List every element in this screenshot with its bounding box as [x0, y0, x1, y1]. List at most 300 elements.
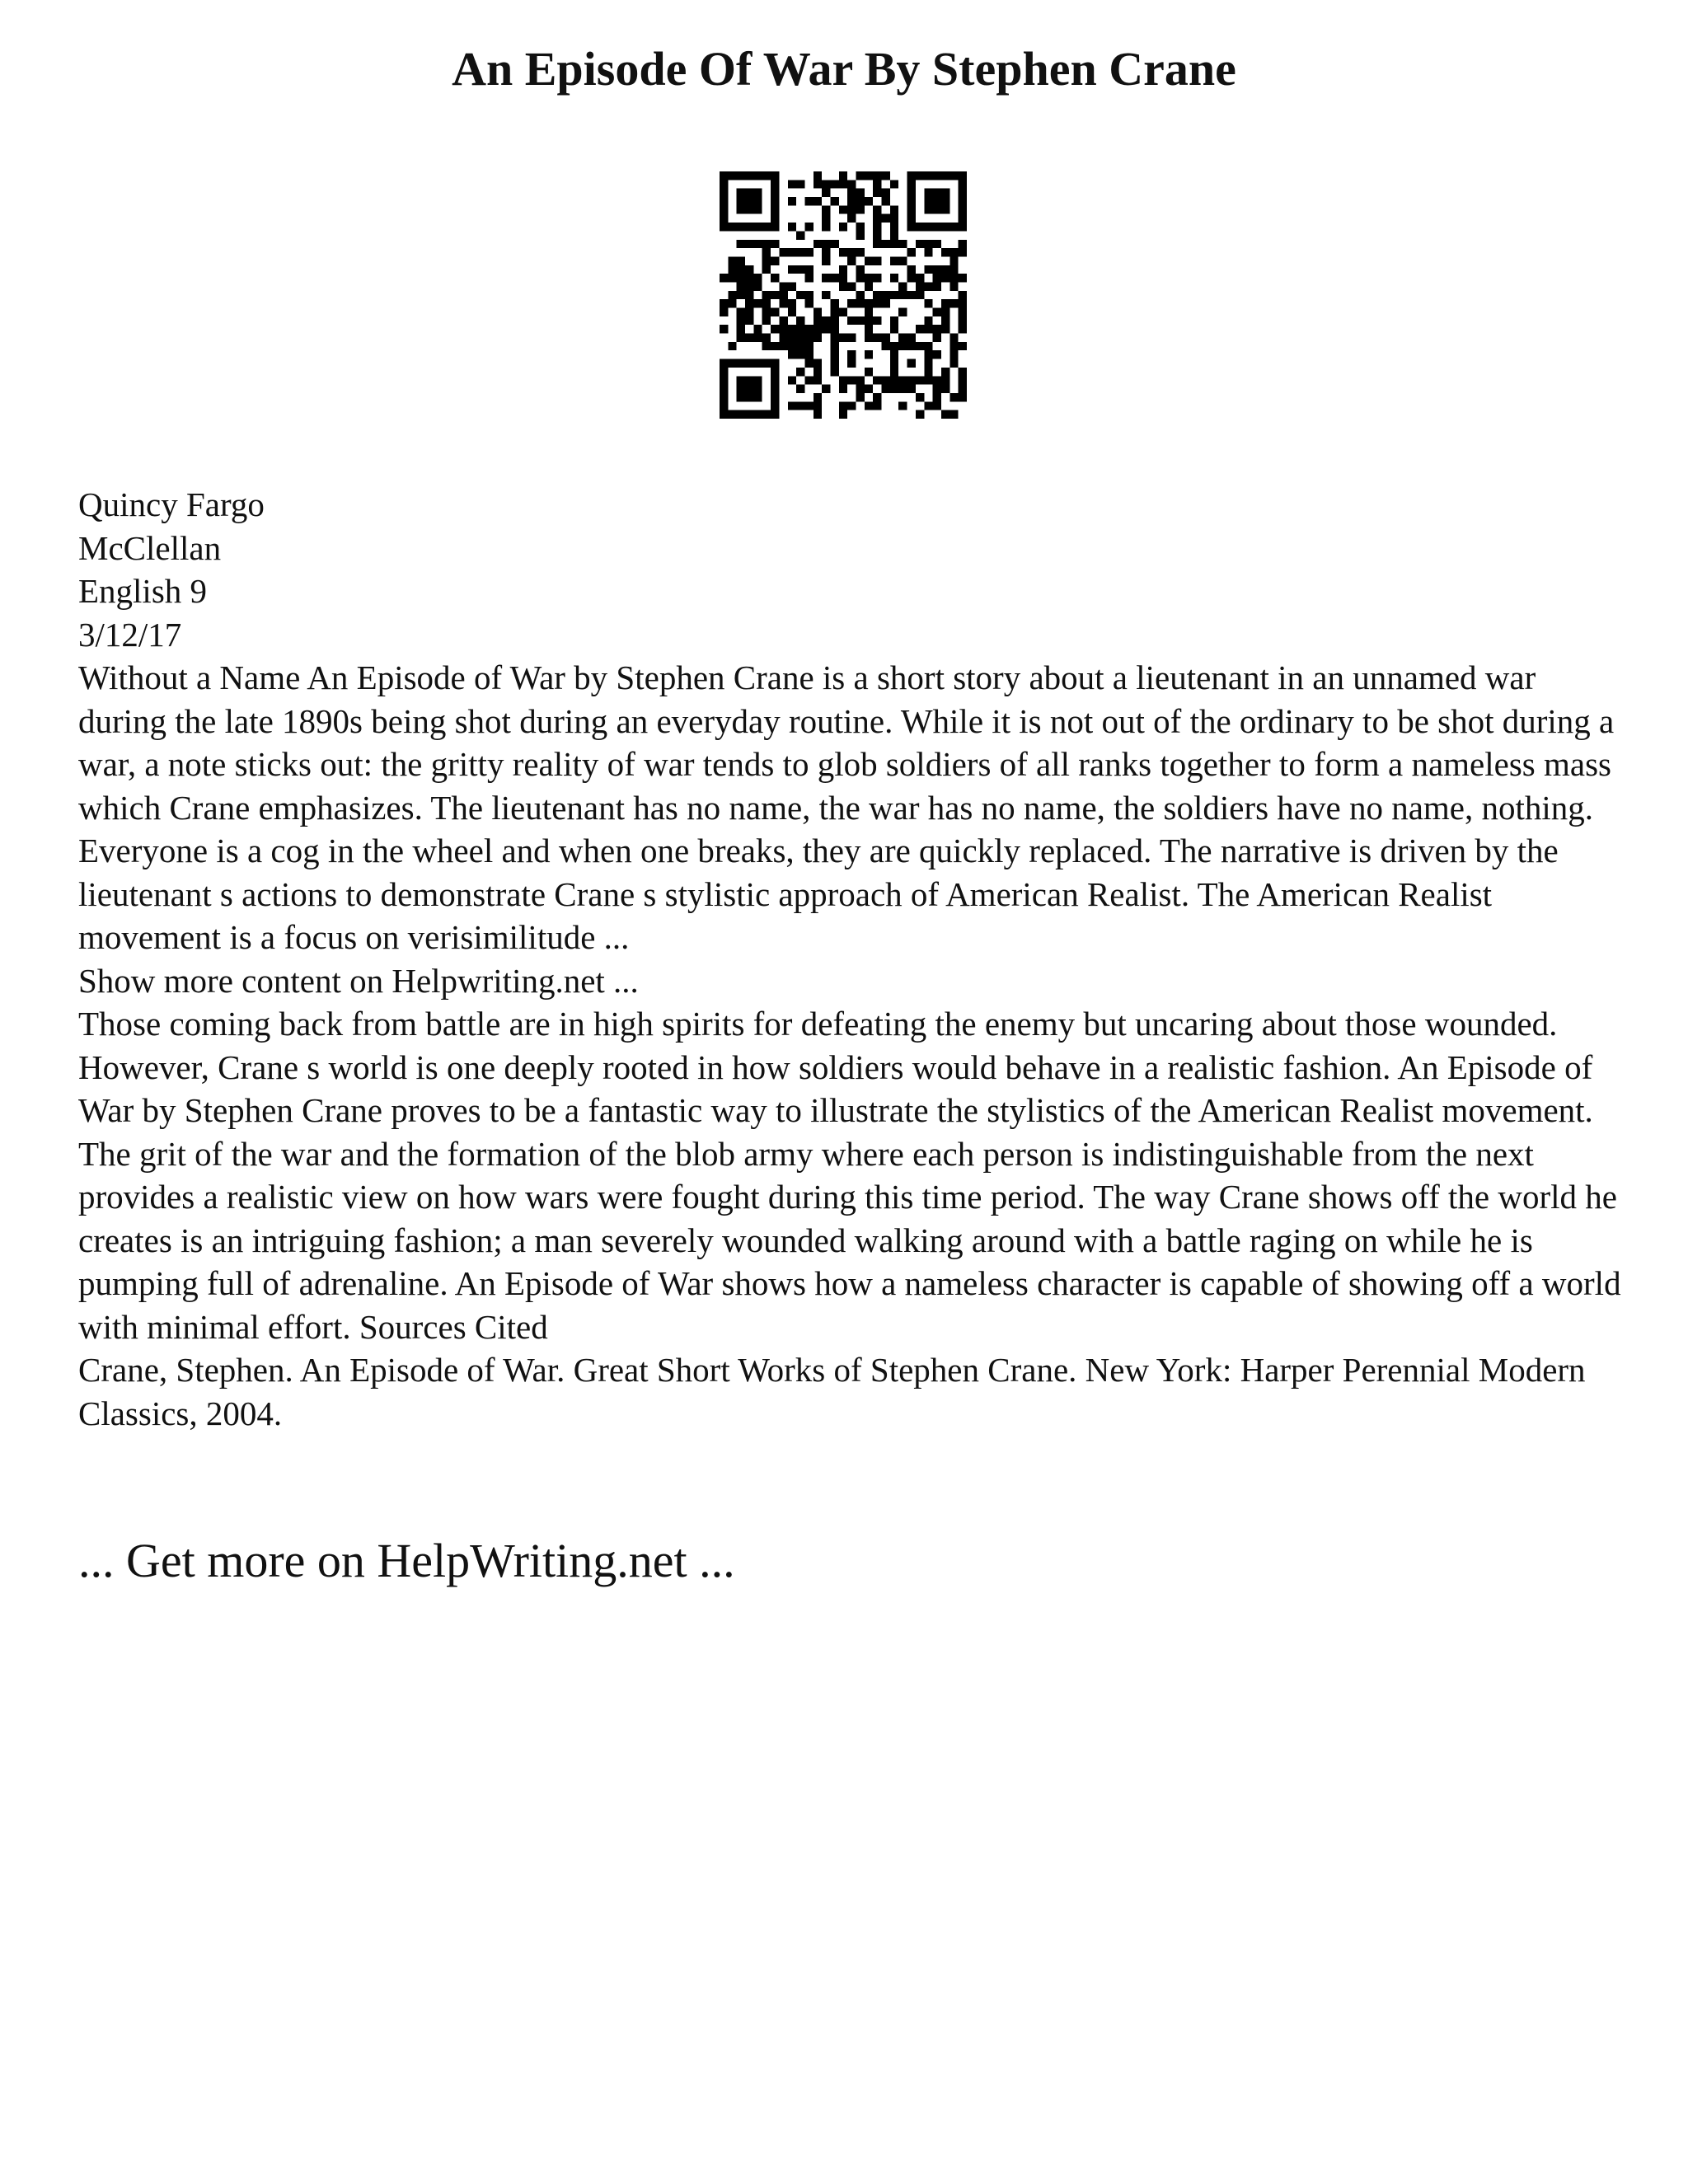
qr-module: [728, 223, 736, 231]
qr-module: [788, 299, 796, 307]
qr-module: [847, 197, 856, 205]
qr-module: [737, 410, 745, 419]
qr-module: [941, 316, 950, 325]
qr-module: [924, 350, 932, 359]
qr-module: [924, 197, 932, 205]
qr-module: [941, 223, 950, 231]
qr-module: [839, 308, 847, 316]
qr-module: [745, 316, 753, 325]
qr-module: [959, 180, 967, 188]
qr-module: [822, 189, 830, 197]
qr-module: [720, 359, 728, 368]
qr-module: [890, 274, 898, 282]
qr-module: [771, 180, 779, 188]
qr-module: [814, 316, 822, 325]
qr-module: [804, 223, 813, 231]
qr-module: [907, 180, 916, 188]
qr-module: [745, 385, 753, 393]
qr-module: [788, 180, 796, 188]
qr-module: [950, 393, 958, 401]
qr-module: [959, 240, 967, 248]
qr-module: [933, 205, 941, 213]
qr-module: [890, 291, 898, 299]
qr-module: [839, 274, 847, 282]
qr-module: [959, 274, 967, 282]
qr-module: [847, 316, 856, 325]
qr-module: [804, 197, 813, 205]
qr-module: [779, 325, 787, 333]
qr-module: [856, 299, 865, 307]
qr-module: [839, 410, 847, 419]
qr-module: [830, 240, 838, 248]
qr-module: [898, 308, 907, 316]
qr-module: [822, 214, 830, 223]
qr-module: [745, 223, 753, 231]
qr-module: [856, 189, 865, 197]
qr-module: [814, 180, 822, 188]
qr-module: [950, 256, 958, 265]
qr-module: [762, 299, 771, 307]
qr-module: [762, 248, 771, 256]
qr-module: [822, 325, 830, 333]
qr-module: [950, 299, 958, 307]
qr-module: [907, 205, 916, 213]
qr-module: [856, 265, 865, 274]
qr-module: [737, 240, 745, 248]
qr-module: [898, 256, 907, 265]
qr-module: [873, 223, 881, 231]
qr-module: [720, 308, 728, 316]
qr-module: [873, 256, 881, 265]
qr-module: [865, 334, 873, 342]
qr-module: [788, 223, 796, 231]
qr-module: [771, 291, 779, 299]
citation: Crane, Stephen. An Episode of War. Great Short Works of Stephen Crane. New York: Harper Perennial Modern Classics, 2004.: [78, 1351, 1586, 1432]
qr-module: [737, 325, 745, 333]
qr-module: [762, 410, 771, 419]
qr-module: [788, 376, 796, 384]
qr-module: [941, 265, 950, 274]
qr-module: [959, 342, 967, 350]
qr-module: [822, 248, 830, 256]
qr-module: [847, 180, 856, 188]
qr-module: [890, 180, 898, 188]
qr-module: [839, 205, 847, 213]
qr-module: [839, 248, 847, 256]
qr-module: [890, 359, 898, 368]
qr-module: [796, 316, 804, 325]
qr-module: [788, 334, 796, 342]
qr-module: [865, 316, 873, 325]
qr-module: [720, 223, 728, 231]
qr-module: [907, 385, 916, 393]
qr-module: [898, 334, 907, 342]
qr-module: [788, 325, 796, 333]
qr-module: [882, 197, 890, 205]
qr-module: [753, 274, 762, 282]
qr-module: [916, 171, 924, 180]
qr-module: [804, 325, 813, 333]
qr-module: [720, 214, 728, 223]
qr-module: [898, 376, 907, 384]
qr-module: [924, 248, 932, 256]
qr-module: [890, 350, 898, 359]
qr-module: [959, 393, 967, 401]
qr-module: [822, 291, 830, 299]
qr-module: [737, 282, 745, 290]
qr-module: [796, 350, 804, 359]
qr-module: [882, 291, 890, 299]
qr-module: [814, 308, 822, 316]
qr-module: [839, 334, 847, 342]
qr-module: [771, 401, 779, 410]
qr-module: [865, 256, 873, 265]
qr-module: [830, 316, 838, 325]
qr-module: [865, 308, 873, 316]
qr-module: [882, 385, 890, 393]
qr-module: [856, 316, 865, 325]
qr-module: [924, 240, 932, 248]
qr-module: [950, 334, 958, 342]
qr-module: [890, 240, 898, 248]
qr-module: [924, 299, 932, 307]
qr-module: [924, 205, 932, 213]
qr-module: [856, 197, 865, 205]
qr-module: [916, 240, 924, 248]
qr-module: [728, 342, 736, 350]
qr-module: [898, 240, 907, 248]
qr-module: [771, 240, 779, 248]
qr-module: [873, 401, 881, 410]
qr-module: [933, 274, 941, 282]
qr-module: [720, 180, 728, 188]
qr-module: [839, 401, 847, 410]
qr-module: [771, 308, 779, 316]
qr-module: [959, 197, 967, 205]
qr-module: [745, 274, 753, 282]
qr-module: [804, 359, 813, 368]
qr-module: [890, 214, 898, 223]
qr-module: [822, 385, 830, 393]
qr-module: [847, 376, 856, 384]
qr-module: [898, 282, 907, 290]
qr-module: [737, 197, 745, 205]
qr-module: [950, 410, 958, 419]
qr-module: [856, 223, 865, 231]
qr-module: [959, 308, 967, 316]
qr-module: [728, 359, 736, 368]
qr-module: [950, 282, 958, 290]
qr-module: [933, 334, 941, 342]
qr-module: [933, 189, 941, 197]
qr-module: [804, 376, 813, 384]
qr-module: [822, 316, 830, 325]
qr-module: [720, 189, 728, 197]
qr-module: [814, 401, 822, 410]
qr-module: [898, 291, 907, 299]
qr-module: [865, 350, 873, 359]
author-name: Quincy Fargo: [78, 485, 265, 523]
qr-module: [865, 401, 873, 410]
qr-module: [924, 376, 932, 384]
qr-module: [898, 401, 907, 410]
qr-module: [737, 359, 745, 368]
qr-module: [873, 274, 881, 282]
qr-module: [779, 334, 787, 342]
qr-module: [830, 180, 838, 188]
qr-module: [924, 189, 932, 197]
qr-module: [959, 368, 967, 376]
qr-module: [865, 299, 873, 307]
qr-module: [924, 325, 932, 333]
qr-module: [950, 274, 958, 282]
qr-module: [890, 385, 898, 393]
qr-module: [779, 299, 787, 307]
essay-body: [78, 483, 1628, 1435]
qr-module: [753, 240, 762, 248]
qr-module: [907, 197, 916, 205]
qr-module: [873, 171, 881, 180]
qr-module: [839, 376, 847, 384]
qr-module: [762, 171, 771, 180]
qr-module: [720, 299, 728, 307]
qr-module: [924, 223, 932, 231]
qr-module: [830, 308, 838, 316]
course-name: English 9: [78, 572, 208, 610]
qr-module: [856, 171, 865, 180]
qr-module: [796, 342, 804, 350]
qr-module: [753, 385, 762, 393]
qr-module: [745, 171, 753, 180]
qr-module: [737, 205, 745, 213]
qr-module: [916, 282, 924, 290]
qr-module: [873, 214, 881, 223]
qr-module: [941, 410, 950, 419]
qr-module: [745, 334, 753, 342]
qr-module: [856, 231, 865, 239]
qr-module: [737, 308, 745, 316]
show-more-link[interactable]: Show more content on Helpwriting.net ...: [78, 961, 639, 1000]
qr-module: [924, 282, 932, 290]
get-more-link[interactable]: ... Get more on HelpWriting.net ...: [78, 1534, 735, 1587]
qr-module: [933, 325, 941, 333]
qr-module: [796, 231, 804, 239]
qr-module: [933, 265, 941, 274]
qr-module: [856, 248, 865, 256]
qr-module: [720, 401, 728, 410]
qr-module: [873, 299, 881, 307]
qr-module: [865, 282, 873, 290]
qr-module: [830, 342, 838, 350]
qr-module: [907, 189, 916, 197]
qr-module: [873, 316, 881, 325]
qr-module: [933, 308, 941, 316]
qr-module: [814, 368, 822, 376]
qr-module: [745, 359, 753, 368]
qr-module: [907, 291, 916, 299]
qr-module: [771, 197, 779, 205]
qr-module: [865, 325, 873, 333]
qr-module: [907, 359, 916, 368]
qr-module: [788, 308, 796, 316]
qr-module: [771, 274, 779, 282]
qr-module: [941, 368, 950, 376]
qr-module: [933, 401, 941, 410]
teacher-name: McClellan: [78, 528, 222, 567]
qr-module: [941, 376, 950, 384]
qr-module: [720, 197, 728, 205]
qr-module: [907, 171, 916, 180]
qr-module: [771, 359, 779, 368]
qr-module: [907, 342, 916, 350]
qr-module: [941, 205, 950, 213]
qr-module: [753, 223, 762, 231]
qr-module: [771, 205, 779, 213]
qr-module: [907, 214, 916, 223]
qr-module: [916, 342, 924, 350]
qr-module: [814, 197, 822, 205]
qr-module: [882, 299, 890, 307]
qr-module: [814, 171, 822, 180]
qr-module: [890, 376, 898, 384]
qr-module: [847, 299, 856, 307]
qr-module: [959, 248, 967, 256]
qr-module: [890, 223, 898, 231]
qr-module: [762, 223, 771, 231]
qr-module: [753, 325, 762, 333]
qr-module: [745, 299, 753, 307]
qr-module: [959, 385, 967, 393]
qr-module: [804, 401, 813, 410]
qr-module: [720, 410, 728, 419]
qr-module: [737, 256, 745, 265]
qr-module: [916, 410, 924, 419]
qr-module: [890, 342, 898, 350]
qr-module: [762, 316, 771, 325]
qr-module: [941, 274, 950, 282]
qr-module: [950, 171, 958, 180]
qr-module: [822, 256, 830, 265]
qr-module: [882, 214, 890, 223]
qr-module: [959, 205, 967, 213]
qr-module: [941, 171, 950, 180]
qr-module: [847, 256, 856, 265]
qr-module: [796, 334, 804, 342]
qr-module: [737, 291, 745, 299]
qr-module: [771, 171, 779, 180]
qr-module: [933, 376, 941, 384]
qr-module: [788, 282, 796, 290]
qr-code-icon[interactable]: [720, 171, 967, 419]
qr-module: [771, 189, 779, 197]
qr-module: [753, 359, 762, 368]
qr-module: [839, 171, 847, 180]
qr-module: [804, 291, 813, 299]
qr-module: [771, 214, 779, 223]
qr-module: [771, 385, 779, 393]
qr-module: [745, 393, 753, 401]
qr-module: [814, 376, 822, 384]
qr-module: [720, 274, 728, 282]
qr-module: [941, 325, 950, 333]
qr-module: [804, 299, 813, 307]
qr-module: [753, 205, 762, 213]
qr-module: [856, 376, 865, 384]
qr-module: [856, 393, 865, 401]
qr-module: [830, 350, 838, 359]
qr-module: [720, 325, 728, 333]
qr-module: [907, 265, 916, 274]
qr-module: [737, 171, 745, 180]
qr-module: [737, 316, 745, 325]
qr-module: [839, 265, 847, 274]
qr-module: [950, 350, 958, 359]
qr-module: [762, 291, 771, 299]
qr-module: [762, 334, 771, 342]
qr-module: [796, 291, 804, 299]
qr-module: [779, 342, 787, 350]
qr-module: [737, 385, 745, 393]
qr-module: [745, 205, 753, 213]
qr-module: [882, 342, 890, 350]
qr-module: [959, 171, 967, 180]
qr-module: [796, 401, 804, 410]
qr-module: [950, 342, 958, 350]
qr-module: [737, 334, 745, 342]
qr-module: [796, 248, 804, 256]
qr-module: [830, 334, 838, 342]
qr-module: [933, 197, 941, 205]
qr-module: [745, 410, 753, 419]
qr-module: [771, 368, 779, 376]
qr-module: [804, 248, 813, 256]
qr-module: [745, 308, 753, 316]
qr-module: [847, 189, 856, 197]
qr-module: [882, 334, 890, 342]
qr-module: [839, 223, 847, 231]
qr-module: [796, 180, 804, 188]
qr-module: [814, 240, 822, 248]
document-title: An Episode Of War By Stephen Crane: [452, 42, 1236, 96]
qr-module: [898, 342, 907, 350]
qr-module: [796, 368, 804, 376]
qr-module: [873, 240, 881, 248]
qr-module: [941, 197, 950, 205]
qr-module: [924, 401, 932, 410]
qr-module: [865, 197, 873, 205]
qr-module: [745, 197, 753, 205]
qr-module: [830, 325, 838, 333]
qr-module: [796, 385, 804, 393]
qr-module: [865, 368, 873, 376]
qr-module: [890, 368, 898, 376]
qr-module: [941, 308, 950, 316]
qr-module: [959, 316, 967, 325]
qr-module: [839, 180, 847, 188]
qr-module: [830, 274, 838, 282]
qr-module: [779, 282, 787, 290]
qr-module: [728, 265, 736, 274]
qr-module: [753, 299, 762, 307]
qr-module: [873, 205, 881, 213]
qr-module: [737, 265, 745, 274]
qr-module: [924, 316, 932, 325]
qr-module: [924, 368, 932, 376]
qr-module: [950, 248, 958, 256]
qr-module: [822, 274, 830, 282]
qr-module: [788, 265, 796, 274]
qr-module: [907, 274, 916, 282]
